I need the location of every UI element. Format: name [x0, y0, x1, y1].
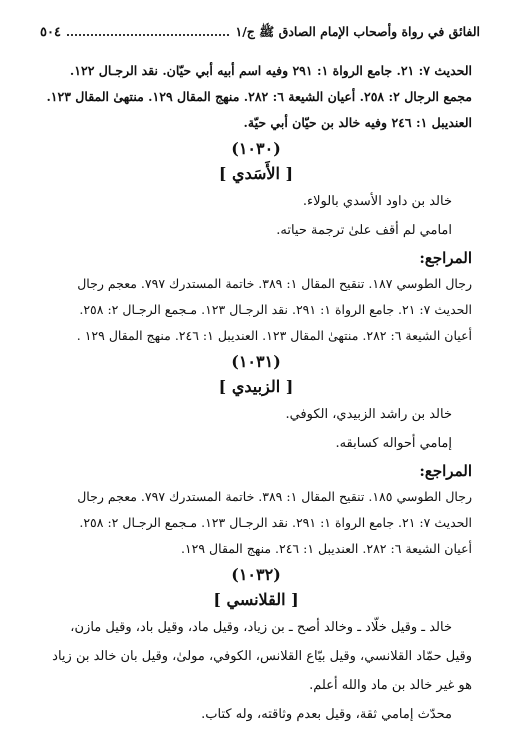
reference-line: رجال الطوسي ١٨٥. تنقيح المقال ١: ٣٨٩. خاتمة المستدرك ٧٩٧. معجم رجال: [77, 489, 472, 504]
reference-line: الحديث ٧: ٢١. جامع الرواة ١: ٢٩١. نقد الرجـال ١٢٣. مـجمع الرجـال ٢: ٢٥٨.: [79, 515, 472, 530]
entry-text-line: وقيل حمّاد القلانسي، وقيل بيّاع القلانس، الكوفي، مولىٰ، وقيل بان خالد بن زياد: [52, 649, 472, 664]
entry-text-line: خالد بن راشد الزبيدي، الكوفي.: [285, 407, 452, 422]
page-body: [40, 58, 472, 729]
header-dot-leader: [67, 33, 230, 36]
entry-number: (١٠٣٢): [231, 565, 281, 584]
page-number: ٥٠٤: [40, 25, 61, 40]
reference-line: أعيان الشيعة ٦: ٢٨٢. العنديبل ١: ٢٤٦. منهج المقال ١٢٩.: [180, 541, 472, 556]
entry-number: (١٠٣٠): [231, 139, 281, 158]
reference-line: الحديث ٧: ٢١. جامع الرواة ١: ٢٩١. نقد الرجـال ١٢٣. مـجمع الرجـال ٢: ٢٥٨.: [79, 302, 472, 317]
entry-text-line: خالد ـ وقيل خلّاد ـ وخالد أصح ـ بن زياد، وقيل ماد، وقيل باد، وقيل مازن،: [70, 620, 452, 635]
intro-line: العنديبل ١: ٢٤٦ وفيه خالد بن حيّان أبي حيّة.: [243, 115, 472, 130]
entry-title: [ الأَسَدي ]: [218, 164, 294, 183]
reference-line: أعيان الشيعة ٦: ٢٨٢. منتهىٰ المقال ١٢٣. العنديبل ١: ٢٤٦. منهج المقال ١٢٩ .: [76, 328, 472, 343]
entry-text-line: خالد بن داود الأسدي بالولاء.: [302, 194, 452, 209]
entry-number: (١٠٣١): [231, 352, 281, 371]
entry-title: [ الزبيدي ]: [218, 377, 294, 396]
entry-title: [ القلانسي ]: [213, 590, 299, 609]
intro-line: الحديث ٧: ٢١. جامع الرواة ١: ٢٩١ وفيه اسم أبيه أبي حيّان. نقد الرجـال ١٢٢.: [69, 63, 472, 78]
running-title: الفائق في رواة وأصحاب الإمام الصادق ﷺ ج/١: [235, 24, 480, 39]
references-heading: المراجع:: [419, 249, 472, 267]
entry-text-line: هو غير خالد بن ماد والله أعلم.: [309, 678, 472, 693]
page-header: [40, 24, 480, 43]
reference-line: رجال الطوسي ١٨٧. تنقيح المقال ١: ٣٨٩. خاتمة المستدرك ٧٩٧. معجم رجال: [77, 276, 472, 291]
entry-text-line: محدّث إمامي ثقة، وقيل بعدم وثاقته، وله كتاب.: [201, 707, 452, 722]
references-heading: المراجع:: [419, 462, 472, 480]
entry-text-line: امامي لم أقف علىٰ ترجمة حياته.: [276, 223, 452, 238]
intro-line: مجمع الرجال ٢: ٢٥٨. أعيان الشيعة ٦: ٢٨٢. منهج المقال ١٢٩. منتهىٰ المقال ١٢٣.: [46, 89, 472, 104]
entry-text-line: إمامي أحواله كسابقه.: [335, 436, 452, 451]
